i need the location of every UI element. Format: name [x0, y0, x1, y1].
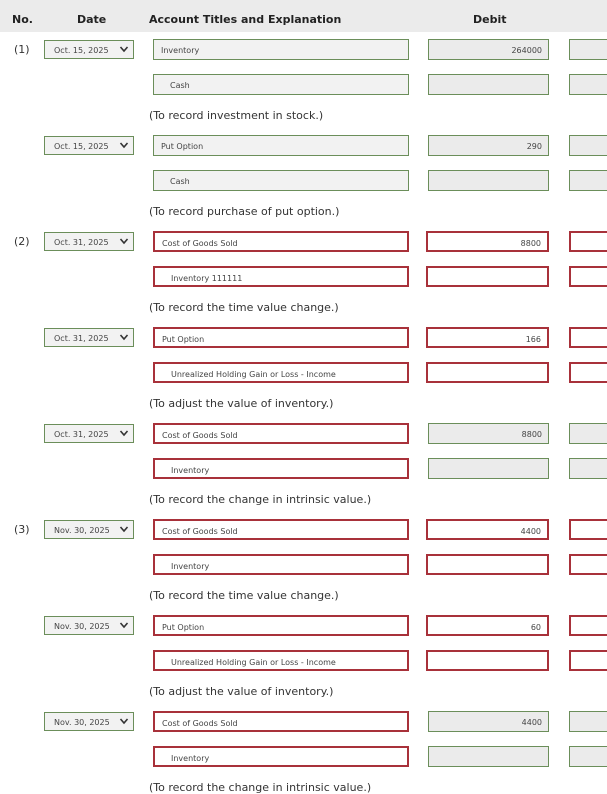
credit-account-field[interactable] — [153, 266, 409, 287]
credit-amount-field[interactable] — [569, 327, 607, 348]
debit-account-field[interactable] — [153, 423, 409, 444]
debit-amount-field[interactable] — [426, 231, 549, 252]
chevron-down-icon — [119, 140, 129, 150]
credit-account-field[interactable] — [153, 170, 409, 191]
date-value: Oct. 31, 2025 — [54, 430, 109, 439]
chevron-down-icon — [119, 716, 129, 726]
credit-amount-field[interactable] — [569, 458, 607, 479]
credit-amount-field[interactable] — [569, 39, 607, 60]
credit-amount-field[interactable] — [569, 746, 607, 767]
entry-explanation: (To adjust the value of inventory.) — [149, 397, 334, 410]
account-title: Cash — [170, 81, 190, 90]
credit-account-field[interactable] — [153, 458, 409, 479]
header-account: Account Titles and Explanation — [149, 13, 342, 26]
credit-amount-field[interactable] — [569, 74, 607, 95]
credit-amount-field[interactable] — [569, 519, 607, 540]
debit-account-field[interactable] — [153, 135, 409, 156]
date-select[interactable] — [44, 616, 134, 635]
credit-amount-field[interactable] — [569, 423, 607, 444]
account-title: Unrealized Holding Gain or Loss - Income — [171, 370, 336, 379]
entry-number: (3) — [14, 523, 30, 536]
account-title: Inventory — [171, 754, 210, 763]
debit-amount-field[interactable] — [428, 711, 549, 732]
account-title: Inventory — [171, 562, 210, 571]
chevron-down-icon — [119, 524, 129, 534]
debit-amount-field[interactable] — [426, 615, 549, 636]
chevron-down-icon — [119, 428, 129, 438]
debit-account-field[interactable] — [153, 327, 409, 348]
credit-account-field[interactable] — [153, 650, 409, 671]
date-select[interactable] — [44, 328, 134, 347]
header-debit: Debit — [473, 13, 507, 26]
debit-account-field[interactable] — [153, 231, 409, 252]
date-value: Oct. 31, 2025 — [54, 334, 109, 343]
debit-account-field[interactable] — [153, 519, 409, 540]
date-value: Nov. 30, 2025 — [54, 622, 110, 631]
credit-amount-field[interactable] — [569, 615, 607, 636]
credit-account-field[interactable] — [153, 74, 409, 95]
debit-amount-field[interactable] — [426, 362, 549, 383]
debit-amount: 4400 — [521, 718, 542, 727]
entry-explanation: (To record the change in intrinsic value.) — [149, 493, 372, 506]
date-select[interactable] — [44, 712, 134, 731]
account-title: Cash — [170, 177, 190, 186]
date-select[interactable] — [44, 40, 134, 59]
chevron-down-icon — [119, 44, 129, 54]
debit-account-field[interactable] — [153, 615, 409, 636]
credit-amount-field[interactable] — [569, 170, 607, 191]
debit-amount-field[interactable] — [428, 423, 549, 444]
account-title: Put Option — [162, 335, 205, 344]
debit-amount: 4400 — [520, 527, 541, 536]
date-select[interactable] — [44, 520, 134, 539]
credit-account-field[interactable] — [153, 554, 409, 575]
account-title: Cost of Goods Sold — [162, 719, 238, 728]
credit-amount-field[interactable] — [569, 362, 607, 383]
debit-amount-field[interactable] — [428, 458, 549, 479]
chevron-down-icon — [119, 620, 129, 630]
debit-amount-field[interactable] — [426, 266, 549, 287]
account-title: Inventory — [161, 46, 200, 55]
chevron-down-icon — [119, 236, 129, 246]
date-select[interactable] — [44, 232, 134, 251]
credit-amount-field[interactable] — [569, 711, 607, 732]
credit-amount-field[interactable] — [569, 554, 607, 575]
entry-explanation: (To record purchase of put option.) — [149, 205, 340, 218]
header-date: Date — [77, 13, 107, 26]
credit-amount-field[interactable] — [569, 135, 607, 156]
account-title: Inventory 111111 — [171, 274, 243, 283]
date-value: Oct. 31, 2025 — [54, 238, 109, 247]
debit-amount: 60 — [530, 623, 541, 632]
entry-explanation: (To record investment in stock.) — [149, 109, 324, 122]
debit-amount: 8800 — [520, 239, 541, 248]
account-title: Cost of Goods Sold — [162, 527, 238, 536]
debit-amount-field[interactable] — [428, 39, 549, 60]
debit-amount-field[interactable] — [428, 135, 549, 156]
debit-account-field[interactable] — [153, 711, 409, 732]
date-select[interactable] — [44, 136, 134, 155]
header-no: No. — [12, 13, 33, 26]
debit-amount-field[interactable] — [426, 327, 549, 348]
debit-amount-field[interactable] — [426, 519, 549, 540]
account-title: Inventory — [171, 466, 210, 475]
credit-amount-field[interactable] — [569, 650, 607, 671]
debit-amount: 264000 — [511, 46, 542, 55]
credit-account-field[interactable] — [153, 362, 409, 383]
account-title: Cost of Goods Sold — [162, 239, 238, 248]
debit-amount-field[interactable] — [428, 74, 549, 95]
entry-number: (1) — [14, 43, 30, 56]
credit-amount-field[interactable] — [569, 231, 607, 252]
credit-amount-field[interactable] — [569, 266, 607, 287]
date-value: Nov. 30, 2025 — [54, 526, 110, 535]
debit-amount: 166 — [525, 335, 541, 344]
credit-account-field[interactable] — [153, 746, 409, 767]
date-value: Oct. 15, 2025 — [54, 46, 109, 55]
debit-account-field[interactable] — [153, 39, 409, 60]
date-value: Oct. 15, 2025 — [54, 142, 109, 151]
account-title: Put Option — [161, 142, 204, 151]
debit-amount-field[interactable] — [428, 746, 549, 767]
debit-amount-field[interactable] — [426, 650, 549, 671]
entry-explanation: (To record the change in intrinsic value.) — [149, 781, 372, 794]
entry-number: (2) — [14, 235, 30, 248]
debit-amount: 290 — [526, 142, 542, 151]
chevron-down-icon — [119, 332, 129, 342]
entry-explanation: (To record the time value change.) — [149, 301, 339, 314]
debit-amount-field[interactable] — [426, 554, 549, 575]
debit-amount-field[interactable] — [428, 170, 549, 191]
account-title: Unrealized Holding Gain or Loss - Income — [171, 658, 336, 667]
date-value: Nov. 30, 2025 — [54, 718, 110, 727]
date-select[interactable] — [44, 424, 134, 443]
entry-explanation: (To adjust the value of inventory.) — [149, 685, 334, 698]
account-title: Put Option — [162, 623, 205, 632]
entry-explanation: (To record the time value change.) — [149, 589, 339, 602]
debit-amount: 8800 — [521, 430, 542, 439]
account-title: Cost of Goods Sold — [162, 431, 238, 440]
